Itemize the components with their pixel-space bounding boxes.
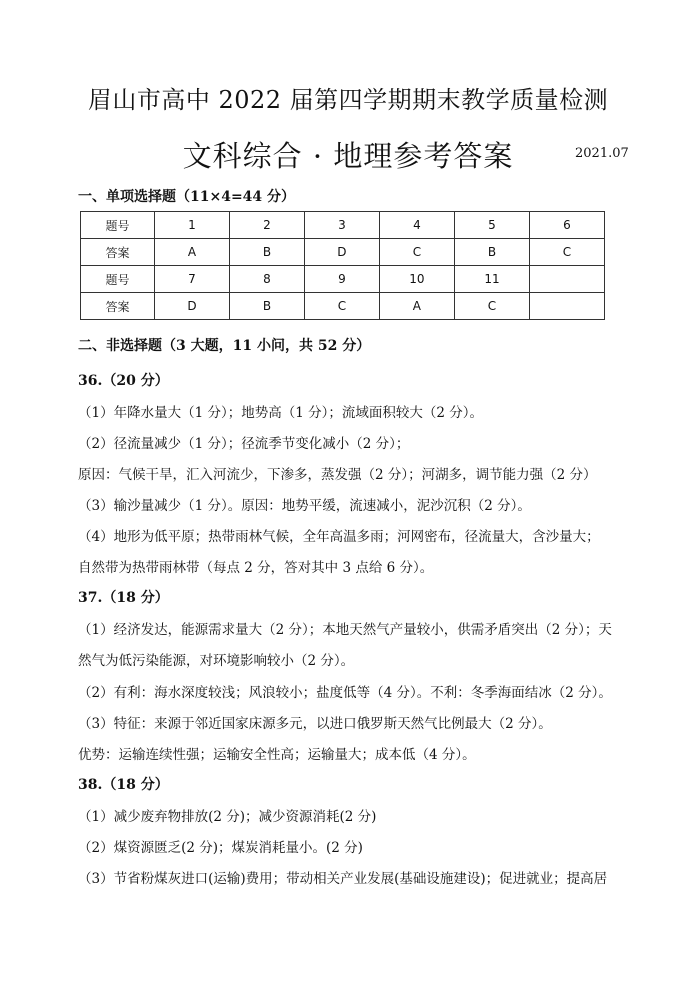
answer-line: （1）经济发达，能源需求量大（2 分）；本地天然气产量较小，供需矛盾突出（2 分）；天	[78, 622, 612, 638]
table-cell: 10	[379, 266, 454, 293]
question-37-heading: 37.（18 分）	[78, 590, 169, 606]
answer-line: （2）有利：海水深度较浅；风浪较小；盐度低等（4 分）。不利：冬季海面结冰（2 分）。	[78, 685, 612, 701]
table-cell: B	[454, 239, 529, 266]
answer-line: （3）特征：来源于邻近国家床源多元，以进口俄罗斯天然气比例最大（2 分）。	[78, 716, 552, 732]
table-cell	[529, 266, 604, 293]
table-cell: A	[155, 239, 230, 266]
row-label: 答案	[81, 239, 155, 266]
answer-table	[80, 211, 605, 320]
table-cell: B	[229, 239, 304, 266]
table-cell: C	[454, 293, 529, 320]
answer-line: 优势：运输连续性强；运输安全性高；运输量大；成本低（4 分）。	[78, 747, 476, 763]
table-cell: 11	[454, 266, 529, 293]
answer-line: （4）地形为低平原；热带雨林气候，全年高温多雨；河网密布，径流量大，含沙量大；	[78, 529, 600, 545]
question-38-heading: 38.（18 分）	[78, 777, 169, 793]
section-choice-heading: 一、单项选择题（11×4=44 分）	[78, 189, 296, 205]
question-36-heading: 36.（20 分）	[78, 373, 169, 389]
table-row	[81, 212, 605, 239]
exam-date: 2021.07	[575, 146, 629, 161]
answer-line: （1）年降水量大（1 分）；地势高（1 分）；流域面积较大（2 分）。	[78, 405, 483, 421]
answer-line: （2）径流量减少（1 分）；径流季节变化减小（2 分）；	[78, 436, 410, 452]
table-cell: 8	[229, 266, 304, 293]
table-row	[81, 239, 605, 266]
table-cell: 7	[155, 266, 230, 293]
row-label: 题号	[81, 266, 155, 293]
answer-line: （1）减少废弃物排放(2 分)；减少资源消耗(2 分)	[78, 809, 377, 825]
row-label: 题号	[81, 212, 155, 239]
exam-title: 眉山市高中 2022 届第四学期期末教学质量检测	[87, 86, 609, 114]
answer-line: （3）节省粉煤灰进口(运输)费用；带动相关产业发展(基础设施建设)；促进就业；提高居	[78, 871, 608, 887]
table-cell: 4	[379, 212, 454, 239]
table-row	[81, 266, 605, 293]
table-row	[81, 293, 605, 320]
table-cell: 2	[229, 212, 304, 239]
table-cell: A	[379, 293, 454, 320]
table-cell: B	[229, 293, 304, 320]
table-cell: 5	[454, 212, 529, 239]
answer-line: 原因：气候干旱，汇入河流少，下渗多，蒸发强（2 分）；河湖多，调节能力强（2 分）	[78, 467, 597, 483]
table-cell: C	[529, 239, 604, 266]
table-cell	[529, 293, 604, 320]
table-cell: 9	[304, 266, 379, 293]
answer-line: 然气为低污染能源，对环境影响较小（2 分）。	[78, 653, 355, 669]
table-cell: 3	[304, 212, 379, 239]
subject-title: 文科综合 · 地理参考答案	[182, 139, 514, 173]
table-cell: D	[155, 293, 230, 320]
table-cell: D	[304, 239, 379, 266]
row-label: 答案	[81, 293, 155, 320]
section-open-heading: 二、非选择题（3 大题，11 小问，共 52 分）	[78, 338, 371, 354]
table-cell: 1	[155, 212, 230, 239]
table-cell: 6	[529, 212, 604, 239]
answer-line: 自然带为热带雨林带（每点 2 分，答对其中 3 点给 6 分）。	[78, 560, 434, 576]
answer-line: （3）输沙量减少（1 分）。原因：地势平缓，流速减小，泥沙沉积（2 分）。	[78, 498, 531, 514]
table-cell: C	[304, 293, 379, 320]
table-cell: C	[379, 239, 454, 266]
answer-line: （2）煤资源匮乏(2 分)；煤炭消耗量小。(2 分)	[78, 840, 363, 856]
